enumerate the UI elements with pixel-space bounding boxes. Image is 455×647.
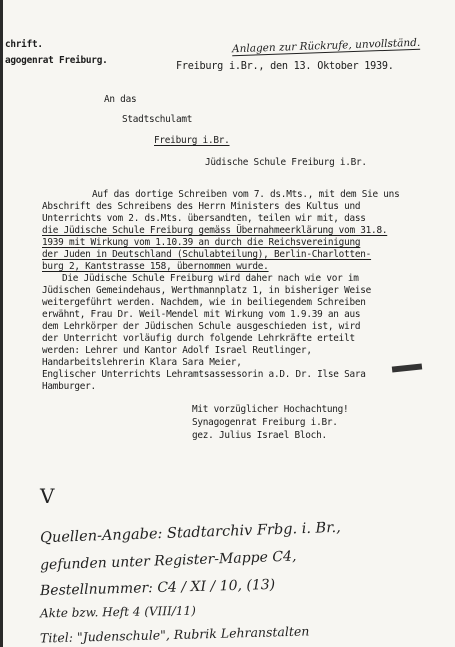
handwritten-line-1: Quellen-Angabe: Stadtarchiv Frbg. i. Br., (39, 519, 342, 547)
address-line-2: Stadtschulamt (122, 114, 193, 125)
body-line-5: 1939 mit Wirkung vom 1.10.39 an durch die Reichsvereinigung (42, 237, 361, 248)
body-line-1: Auf das dortige Schreiben vom 7. ds.Mts., mit dem Sie uns (92, 189, 400, 200)
body-line-11: erwähnt, Frau Dr. Weil-Mendel mit Wirkung vom 1.9.39 an aus (42, 309, 361, 320)
body-line-6: der Juden in Deutschland (Schulabteilung), Berlin-Charlotten- (42, 249, 372, 260)
body-line-3: Unterrichts vom 2. ds.Mts. übersandten, teilen wir mit, dass (42, 213, 366, 224)
body-line-10: weitergeführt werden. Nachdem, wie in beiliegendem Schreiben (42, 297, 366, 308)
handwritten-line-2: gefunden unter Register-Mappe C4, (39, 548, 297, 574)
body-line-17: Hamburger. (42, 381, 96, 392)
scan-left-border (0, 0, 3, 647)
address-line-3: Freiburg i.Br. (154, 135, 230, 146)
body-line-15: Handarbeitslehrerin Klara Sara Meier, (42, 357, 242, 368)
body-line-2: Abschrift des Schreibens des Herrn Ministers des Kultus und (42, 201, 361, 212)
closing-line-1: Mit vorzüglicher Hochachtung! (192, 404, 349, 415)
body-line-8: Die Jüdische Schule Freiburg wird daher nach wie vor im (62, 273, 359, 284)
handwritten-note: Anlagen zur Rückrufe, unvollständ. (231, 36, 421, 56)
handwritten-line-4: Akte bzw. Heft 4 (VIII/11) (39, 603, 196, 621)
closing-line-2: Synagogenrat Freiburg i.Br. (192, 417, 338, 428)
handwritten-line-3: Bestellnummer: C4 / XI / 10, (13) (39, 576, 276, 600)
handwritten-checkmark: V (40, 484, 55, 508)
subject-line: Jüdische Schule Freiburg i.Br. (205, 157, 367, 168)
body-line-12: dem Lehrkörper der Jüdischen Schule ausgeschieden ist, wird (42, 321, 361, 332)
closing-line-3: gez. Julius Israel Bloch. (192, 430, 327, 441)
margin-strike-mark (392, 363, 422, 372)
body-line-4: die Jüdische Schule Freiburg gemäss Übernahmeerklärung vom 31.8. (42, 225, 388, 236)
body-line-7: burg 2, Kantstrasse 158, übernommen wurde. (42, 261, 269, 272)
sender-line-1: chrift. (5, 39, 43, 50)
body-line-13: der Unterricht vorläufig durch folgende Lehrkräfte erteilt (42, 333, 355, 344)
body-line-16: Englischer Unterrichts Lehramtsassessorin a.D. Dr. Ilse Sara (42, 369, 366, 380)
address-line-1: An das (104, 94, 137, 105)
body-line-14: werden: Lehrer und Kantor Adolf Israel Reutlinger, (42, 345, 312, 356)
date-line: Freiburg i.Br., den 13. Oktober 1939. (176, 61, 394, 72)
body-line-9: Jüdischen Gemeindehaus, Werthmannplatz 1, in bisheriger Weise (42, 285, 372, 296)
handwritten-line-5: Titel: "Judenschule", Rubrik Lehranstalten (39, 623, 310, 646)
sender-line-2: agogenrat Freiburg. (5, 55, 108, 66)
